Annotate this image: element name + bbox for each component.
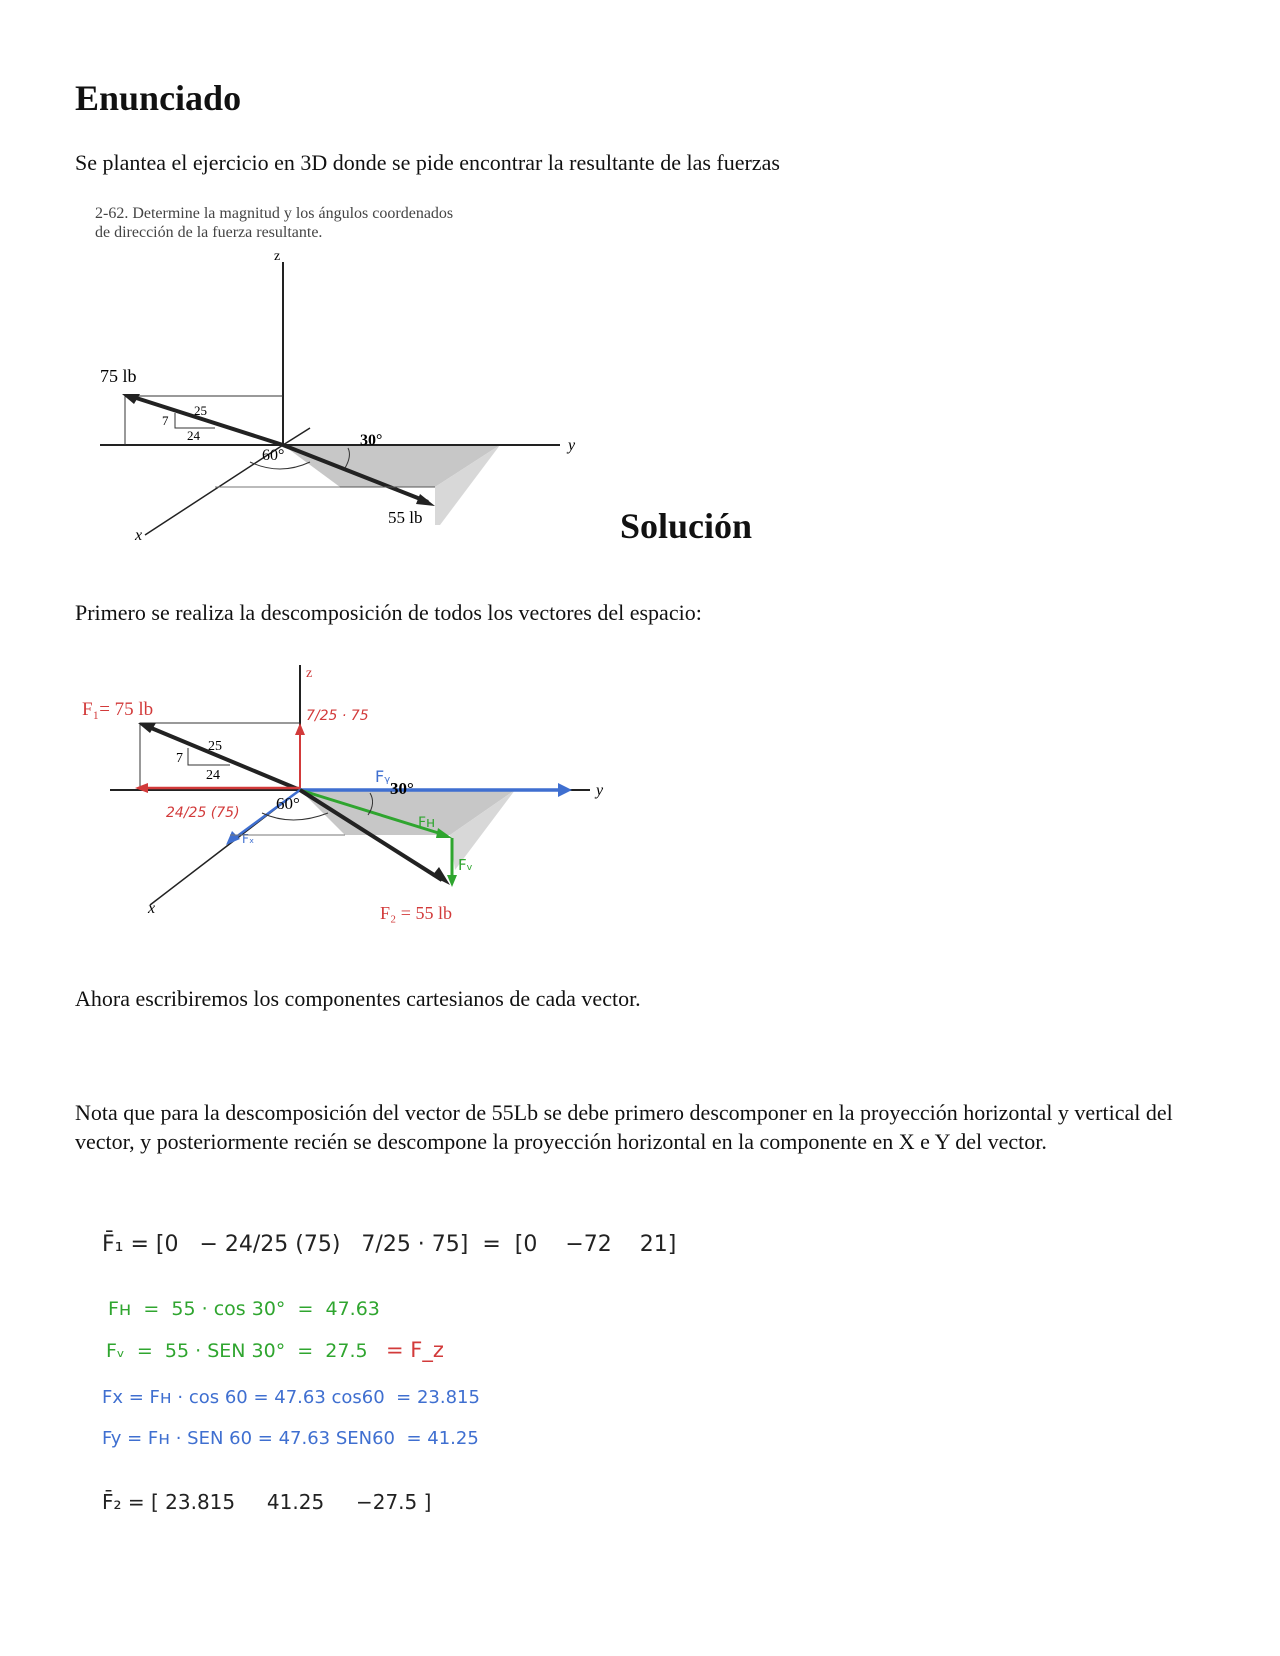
f1-label: F₁= 75 lb (82, 699, 154, 720)
red-y-label: 24/25 (75) (166, 805, 240, 821)
force2-label: 55 lb (388, 508, 423, 527)
decomposition-figure (80, 655, 620, 945)
axis-x-label: x (135, 527, 143, 544)
f1-z-arrowhead (295, 723, 305, 735)
axis-z-label: z (306, 666, 313, 681)
ahora-text: Ahora escribiremos los componentes cartesianos de cada vector. (75, 986, 641, 1011)
equation-fy: Fy = Fн · SEN 60 = 47.63 SEN60 = 41.25 (102, 1428, 479, 1449)
force1-arrow (144, 725, 300, 790)
enunciado-text: Se plantea el ejercicio en 3D donde se pide encontrar la resultante de las fuerzas (75, 150, 780, 175)
angle-30-label: 30° (360, 432, 383, 449)
solucion-text: Primero se realiza la descomposición de todos los vectores del espacio: (75, 600, 702, 625)
equation-fv: Fᵥ = 55 · SEN 30° = 27.5 (106, 1340, 368, 1362)
problem-statement-line2: de dirección de la fuerza resultante. (95, 224, 323, 241)
fy-label: Fᵧ (375, 767, 391, 786)
force2-arrowhead (432, 867, 450, 885)
fv-arrowhead (447, 875, 457, 887)
tri-vert: 7 (176, 751, 183, 766)
angle-30-label: 30° (390, 779, 414, 798)
red-z-label: 7/25 · 75 (306, 708, 369, 724)
fx-arrowhead (226, 831, 240, 845)
equation-fz: = F_z (386, 1338, 444, 1362)
heading-solucion: Solución (620, 506, 753, 546)
f2-label: F₂ = 55 lb (380, 903, 452, 923)
angle-60-label: 60° (262, 447, 285, 464)
x-axis-back (283, 428, 310, 445)
heading-enunciado: Enunciado (75, 78, 242, 118)
problem-figure (90, 200, 610, 560)
equation-f1: F̄₁ = [0 − 24/25 (75) 7/25 · 75] = [0 −72 21] (102, 1232, 677, 1257)
fx-label: Fₓ (242, 832, 255, 846)
fv-label: Fᵥ (458, 856, 473, 874)
angle-60-arc (262, 813, 328, 820)
tri-vert: 7 (162, 413, 169, 428)
f1-y-arrowhead (135, 783, 148, 793)
equation-f2: F̄₂ = [ 23.815 41.25 −27.5 ] (102, 1490, 432, 1514)
axis-y-label: y (568, 437, 576, 454)
equation-fx: Fx = Fн · cos 60 = 47.63 cos60 = 23.815 (102, 1387, 480, 1408)
fh-label: Fн (418, 815, 436, 831)
equation-fh: Fн = 55 · cos 30° = 47.63 (108, 1298, 380, 1320)
axis-x-label: x (148, 900, 156, 917)
problem-statement-line1: 2-62. Determine la magnitud y los ángulos coordenados (95, 205, 454, 222)
tri-base: 24 (187, 428, 200, 443)
angle-60-label: 60° (276, 794, 300, 813)
axis-y-label: y (596, 782, 604, 799)
force2-arrowhead (416, 494, 435, 506)
force1-label: 75 lb (100, 366, 137, 386)
fy-arrowhead (558, 783, 572, 797)
tri-hyp: 25 (194, 403, 207, 418)
nota-text: Nota que para la descomposición del vector de 55Lb se debe primero descomponer en la proyección horizontal y vertical del vector, y posteriormente recién se descompone la proyección horizontal en la componente en X e Y del vector. (75, 1100, 1173, 1154)
tri-base: 24 (206, 768, 220, 783)
tri-hyp: 25 (208, 739, 222, 754)
axis-z-label: z (274, 249, 281, 264)
